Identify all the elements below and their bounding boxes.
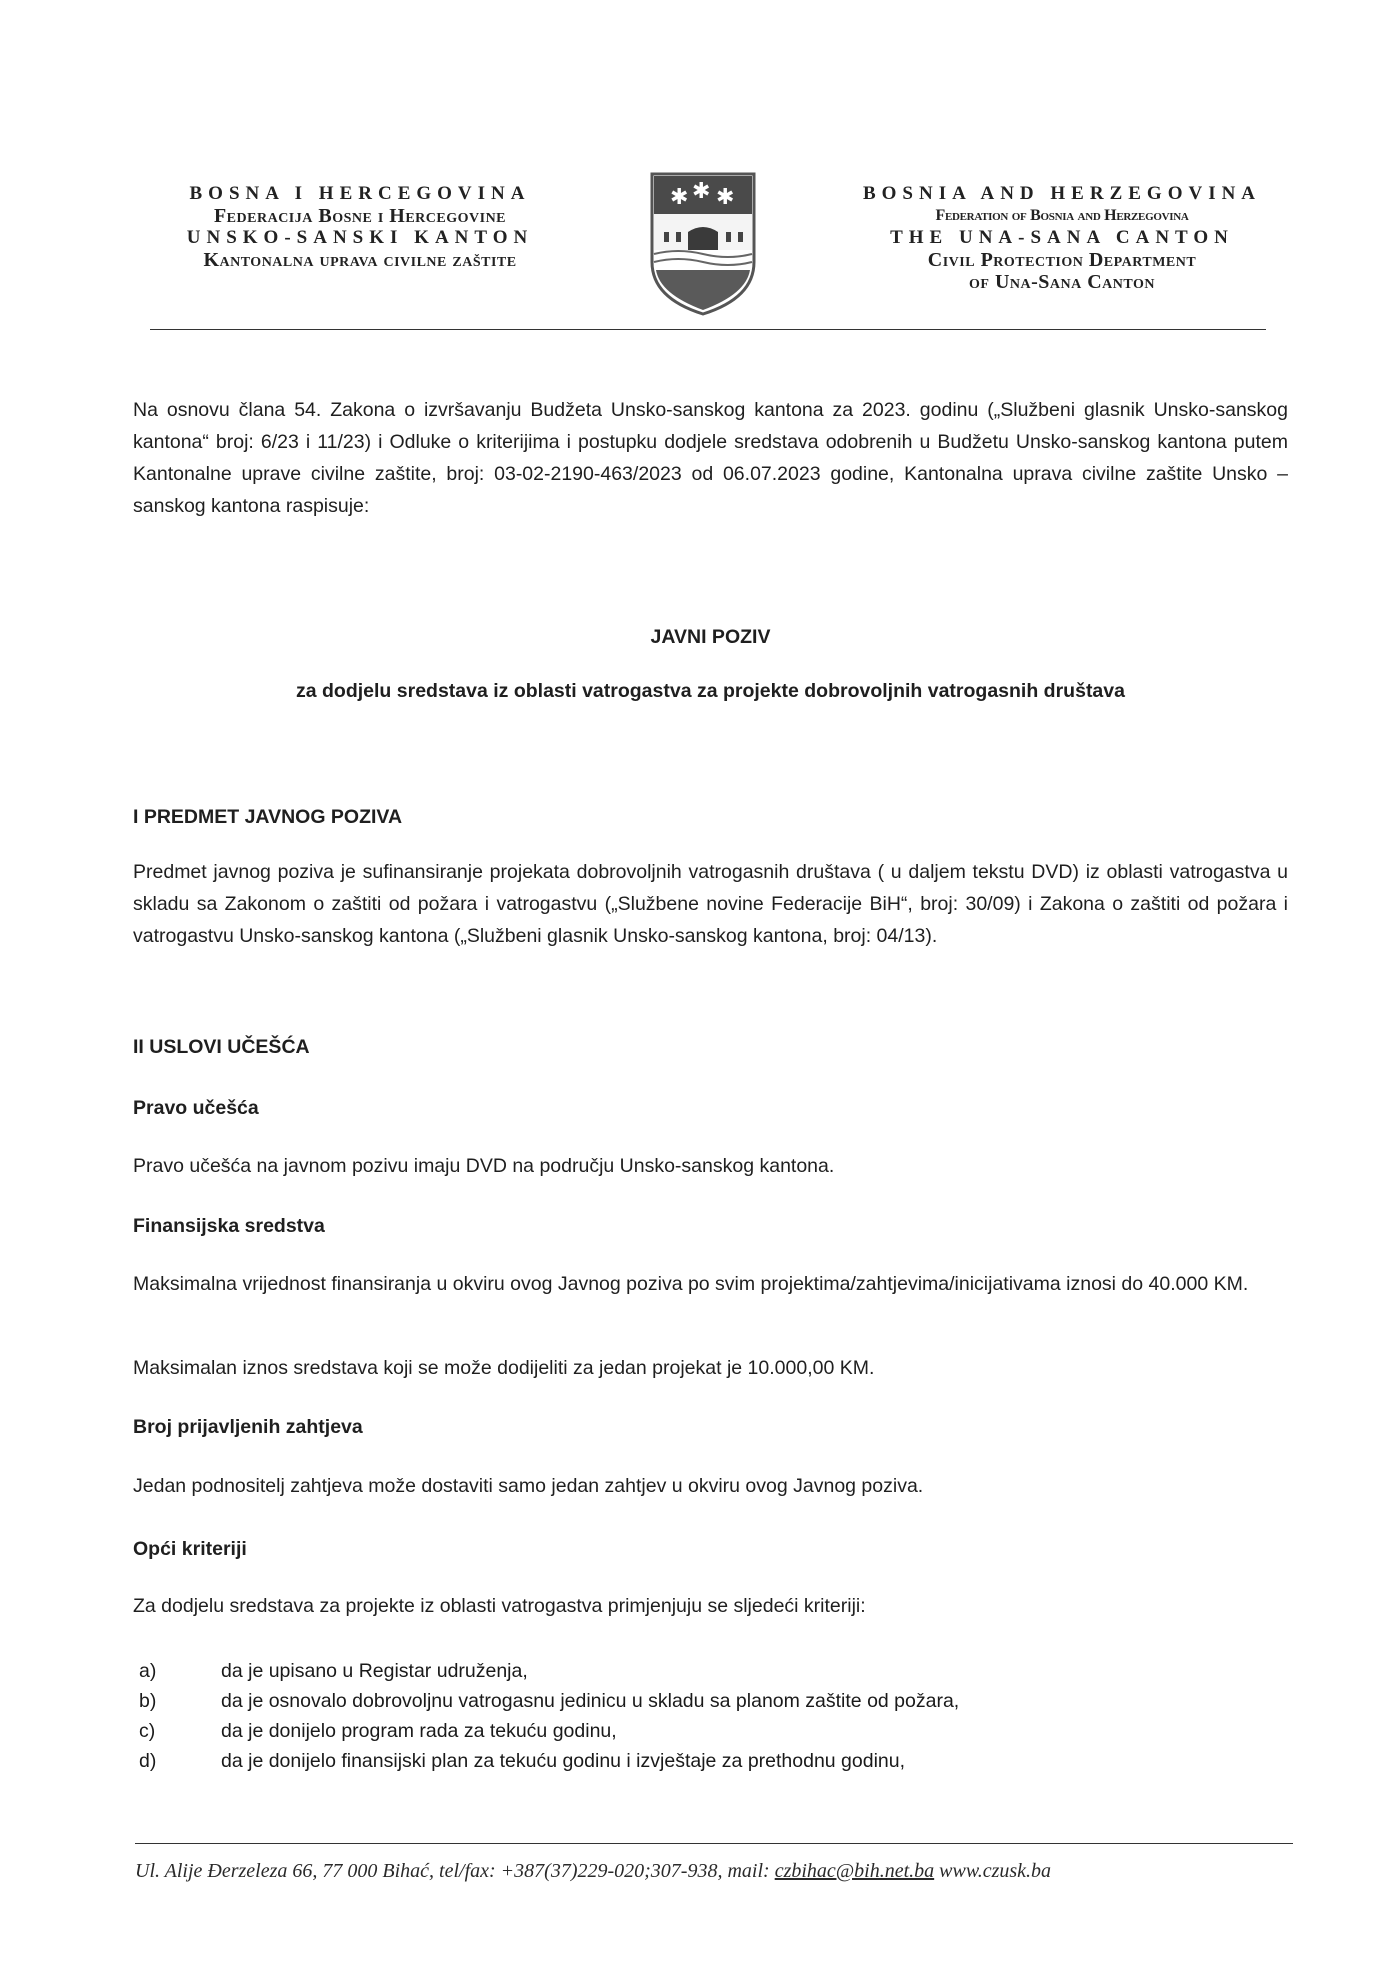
section-1-heading: I PREDMET JAVNOG POZIVA: [133, 806, 403, 828]
header-left-line-1: BOSNA I HERCEGOVINA: [189, 183, 531, 204]
footer-web-link[interactable]: www.czusk.ba: [934, 1860, 1052, 1882]
list-item: [139, 1746, 1139, 1776]
intro-paragraph: Na osnovu člana 54. Zakona o izvršavanju Budžeta Unsko-sanskog kantona za 2023. godinu („Službeni glasnik Unsko-sanskog kantona“ broj: 6/23 i 11/23) i Odluke o kriterijima i postupku dodjele sredstava odobrenih u Budžetu Unsko-sanskog kantona putem Kantonalne uprave civilne zaštite, broj: 03-02-2190-463/2023 od 06.07.2023 godine, Kantonalna uprava civilne zaštite Unsko – sanskog kantona raspisuje:: [133, 399, 1288, 517]
svg-text:✱: ✱: [692, 179, 711, 204]
header-right: [842, 183, 1282, 293]
header-right-line-3: THE UNA-SANA CANTON: [890, 227, 1234, 248]
finansijska-sredstva-text-2: Maksimalan iznos sredstava koji se može dodijeliti za jedan projekat je 10.000,00 KM.: [133, 1357, 875, 1379]
criteria-label: c): [139, 1720, 156, 1742]
header-divider: [150, 329, 1266, 330]
opci-kriteriji-text: Za dodjelu sredstava za projekte iz oblasti vatrogastva primjenjuju se sljedeći kriteriji:: [133, 1595, 866, 1617]
header-right-line-4: Civil Protection Department: [927, 249, 1197, 271]
document-title: JAVNI POZIV: [650, 626, 771, 648]
section-1-text: Predmet javnog poziva je sufinansiranje projekata dobrovoljnih vatrogasnih društava ( u daljem tekstu DVD) iz oblasti vatrogastva u skladu sa Zakonom o zaštiti od požara i vatrogastvu („Službene novine Federacije BiH“, broj: 30/09) i Zakona o zaštiti od požara i vatrogastvu Unsko-sanskog kantona („Službeni glasnik Unsko-sanskog kantona, broj: 04/13).: [133, 861, 1288, 947]
list-item: [139, 1656, 1139, 1686]
header-left-line-4: Kantonalna uprava civilne zaštite: [203, 249, 517, 271]
header-left-line-3: UNSKO-SANSKI KANTON: [186, 227, 534, 248]
header-right-line-1: BOSNIA AND HERZEGOVINA: [862, 183, 1262, 204]
criteria-text: da je donijelo program rada za tekuću godinu,: [221, 1720, 617, 1742]
criteria-label: a): [139, 1660, 157, 1682]
list-item: [139, 1716, 1139, 1746]
opci-kriteriji-heading: Opći kriteriji: [133, 1538, 247, 1560]
una-sana-canton-coat-of-arms-icon: [648, 170, 758, 318]
criteria-label: b): [139, 1690, 157, 1712]
broj-zahtjeva-text: Jedan podnositelj zahtjeva može dostaviti samo jedan zahtjev u okviru ovog Javnog poziva.: [133, 1475, 924, 1497]
svg-text:✱: ✱: [670, 185, 689, 210]
list-item: [139, 1686, 1139, 1716]
finansijska-sredstva-text-1: Maksimalna vrijednost finansiranja u okviru ovog Javnog poziva po svim projektima/zahtjevima/inicijativama iznosi do 40.000 KM.: [133, 1273, 1249, 1295]
footer-email-link[interactable]: czbihac@bih.net.ba: [774, 1860, 935, 1882]
criteria-label: d): [139, 1750, 157, 1772]
criteria-text: da je osnovalo dobrovoljnu vatrogasnu jedinicu u skladu sa planom zaštite od požara,: [221, 1690, 960, 1712]
header-left-line-2: Federacija Bosne i Hercegovine: [213, 205, 507, 227]
header-left: [130, 183, 590, 271]
pravo-ucesca-text: Pravo učešća na javnom pozivu imaju DVD na području Unsko-sanskog kantona.: [133, 1155, 835, 1177]
pravo-ucesca-heading: Pravo učešća: [133, 1097, 259, 1119]
header-right-line-5: of Una-Sana Canton: [969, 271, 1155, 293]
criteria-text: da je donijelo finansijski plan za tekuću godinu i izvještaje za prethodnu godinu,: [221, 1750, 906, 1772]
footer-address: Ul. Alije Đerzeleza 66, 77 000 Bihać, tel/fax: +387(37)229-020;307-938, mail:: [135, 1860, 775, 1882]
header-right-line-2: Federation of Bosnia and Herzegovina: [935, 207, 1189, 224]
document-subtitle: za dodjelu sredstava iz oblasti vatrogastva za projekte dobrovoljnih vatrogasnih društava: [296, 680, 1125, 702]
broj-zahtjeva-heading: Broj prijavljenih zahtjeva: [133, 1416, 363, 1438]
criteria-text: da je upisano u Registar udruženja,: [221, 1660, 528, 1682]
section-2-heading: II USLOVI UČEŠĆA: [133, 1036, 310, 1058]
criteria-list: [139, 1656, 1139, 1776]
footer-contact: [135, 1860, 1295, 1883]
svg-text:✱: ✱: [716, 185, 735, 210]
footer-divider: [135, 1843, 1293, 1844]
finansijska-sredstva-heading: Finansijska sredstva: [133, 1215, 325, 1237]
